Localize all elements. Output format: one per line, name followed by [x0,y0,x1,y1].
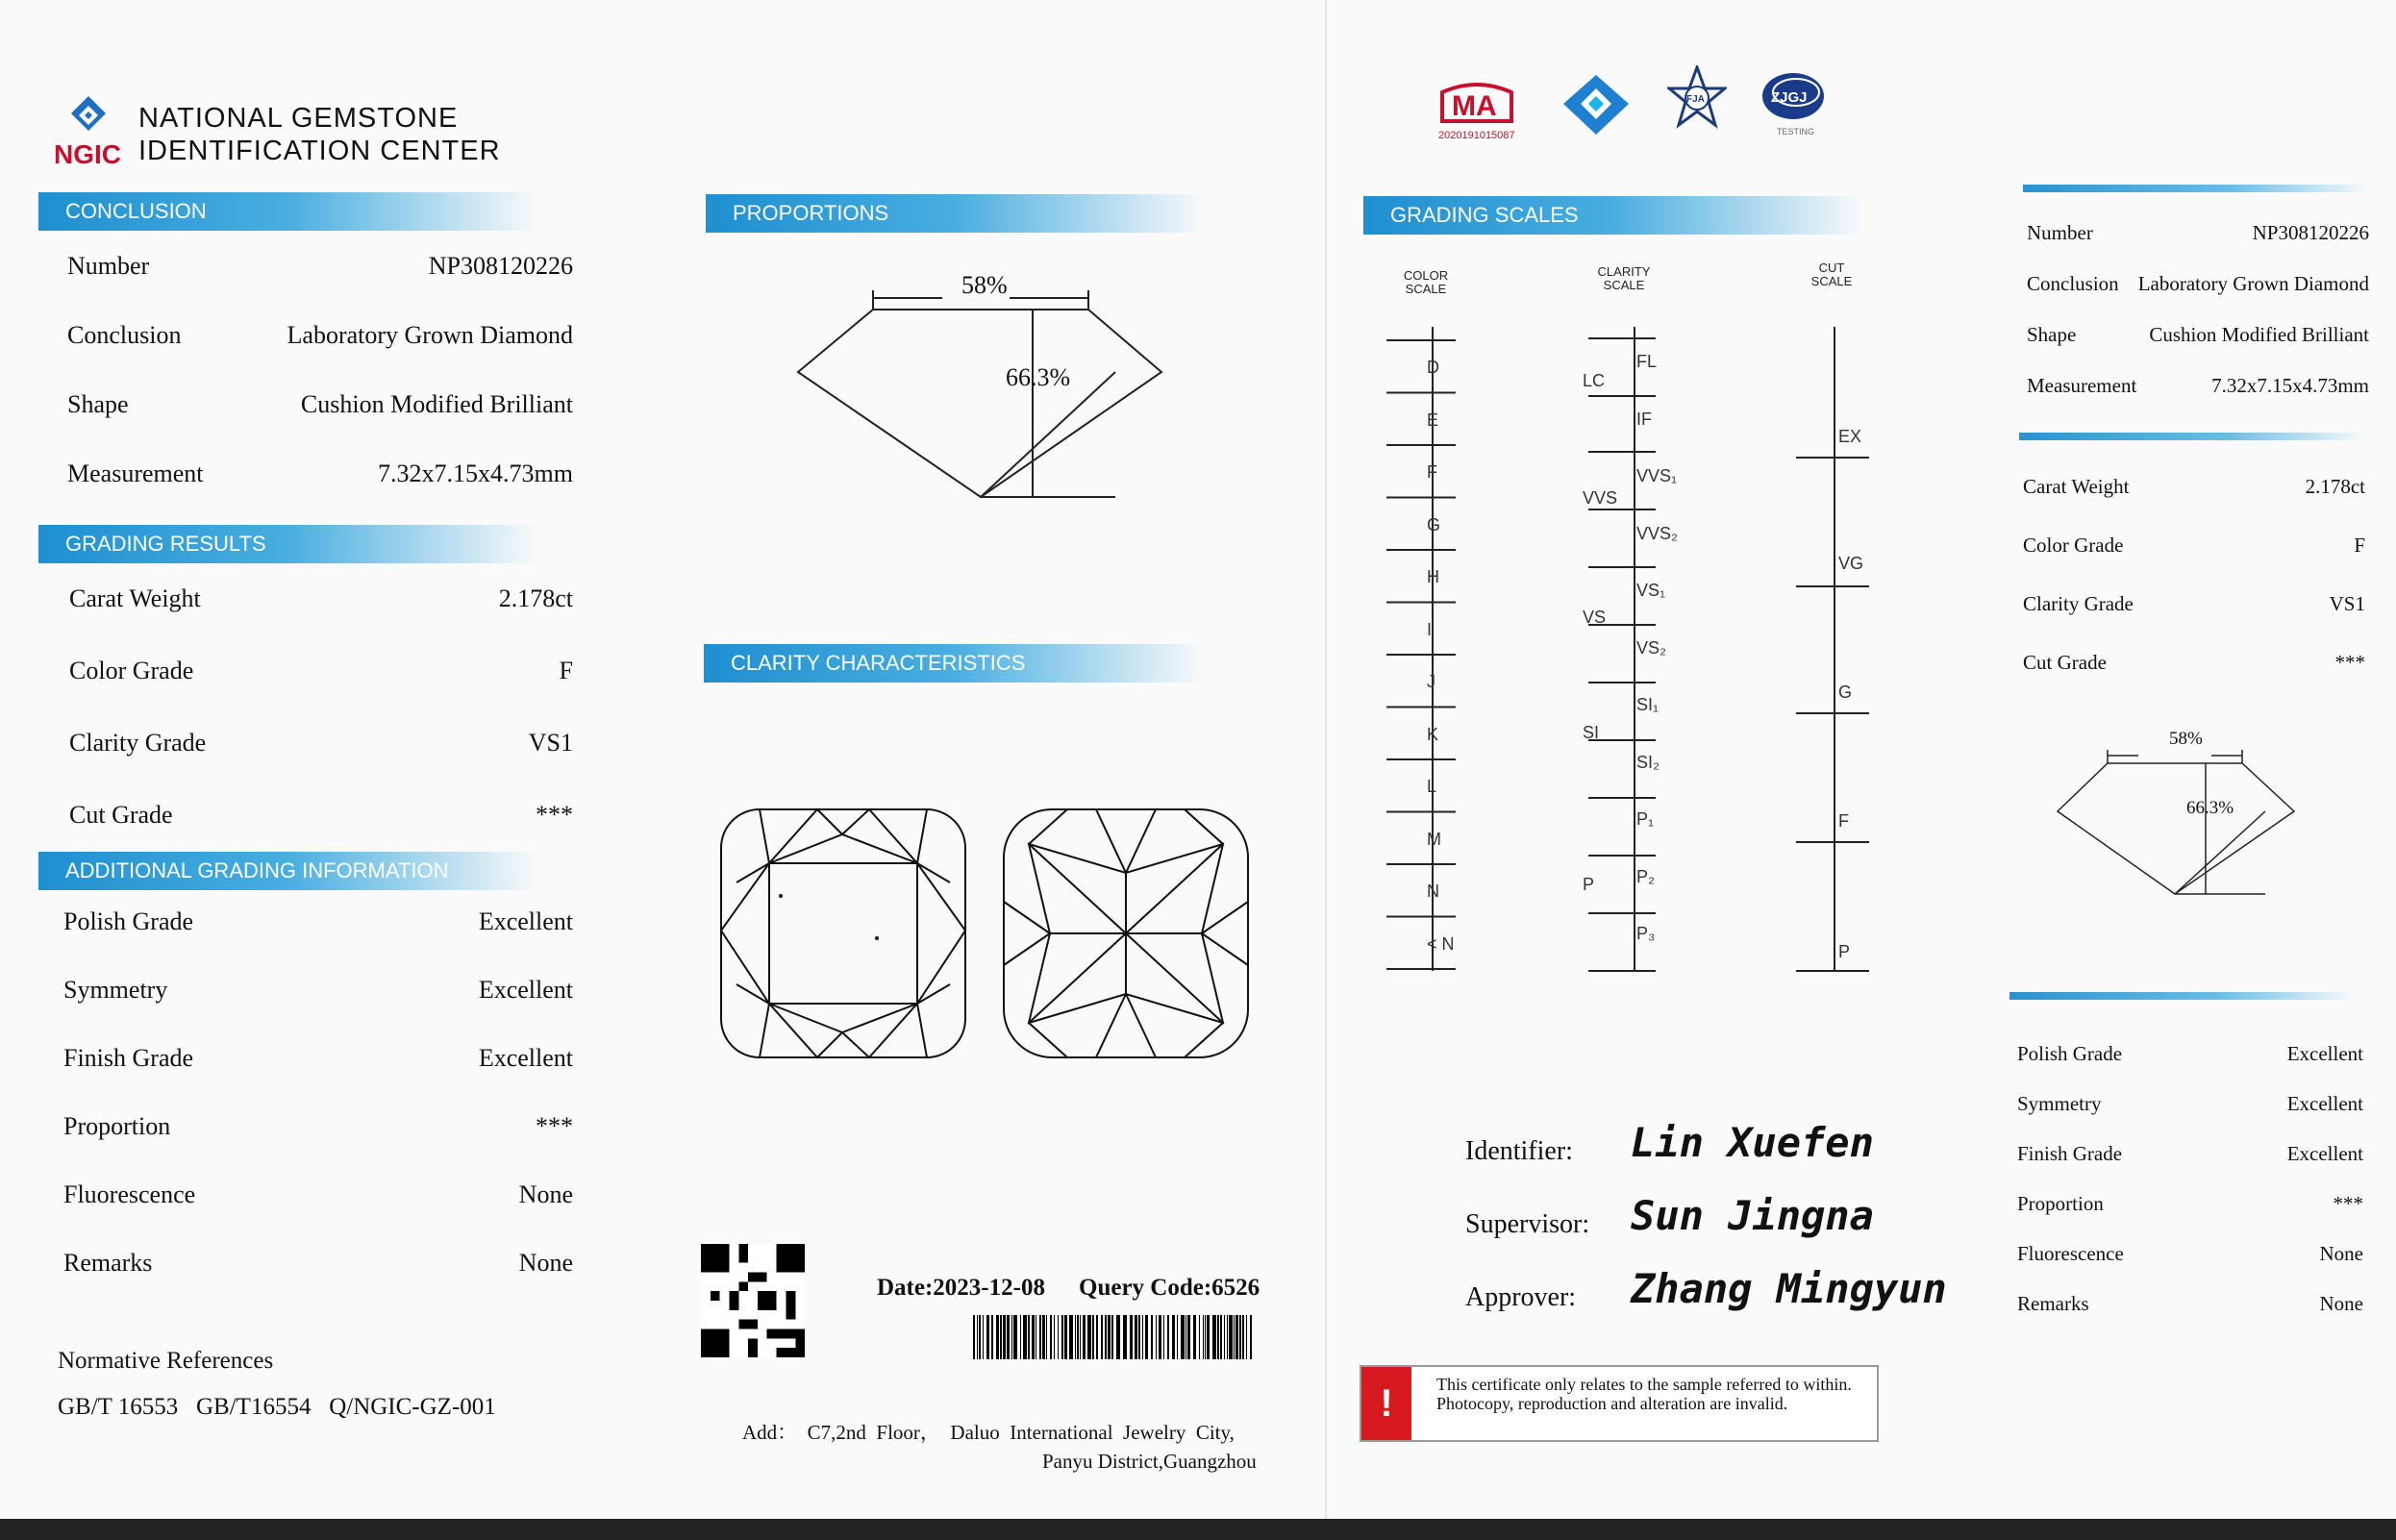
color-grade-label: J [1427,672,1435,691]
info-row [2017,1192,2363,1216]
proportion-diagram-svg [788,271,1173,511]
color-scale-label: COLOR SCALE [1403,268,1449,296]
cut-grade-label: VG [1838,554,1864,573]
row-label: Polish Grade [63,907,194,935]
blue-diamond-mark [1560,71,1633,138]
info-row [2023,534,2365,558]
row-value: None [518,1180,573,1208]
summary-rule-2 [2019,433,2365,440]
info-row [67,321,573,350]
cma-mark-text: MA [1452,90,1497,122]
row-label: Carat Weight [2023,475,2130,498]
fja-mark-text: FJA [1686,94,1705,105]
clarity-characteristics-header: CLARITY CHARACTERISTICS [704,644,1204,683]
clarity-grade-label: IF [1636,409,1652,429]
cut-scale-label: CUT SCALE [1810,261,1853,288]
color-grade-label: K [1427,724,1439,744]
row-value: Excellent [478,1044,573,1072]
signature-name: Lin Xuefen [1631,1119,1874,1166]
row-value: *** [536,801,573,829]
color-grade-label: G [1427,514,1441,534]
clarity-grade-label: P₃ [1636,924,1656,943]
row-value: 2.178ct [498,584,573,612]
info-row [63,907,573,936]
info-row [69,657,573,685]
row-label: Shape [67,390,129,418]
cut-grade-label: EX [1838,427,1862,446]
notice-box [1360,1365,1879,1442]
ngic-logo [50,94,127,171]
row-value: None [2319,1292,2363,1315]
org-name-line1: NATIONAL GEMSTONE [138,103,459,134]
signature-name: Zhang Mingyun [1631,1265,1947,1312]
diamond-profile-outline [798,310,1161,497]
row-label: Symmetry [63,976,168,1004]
signature-role: Supervisor: [1465,1209,1590,1239]
row-value: Laboratory Grown Diamond [287,321,573,349]
info-row [63,1112,573,1141]
additional-header: ADDITIONAL GRADING INFORMATION [38,852,538,890]
clarity-grade-label: SI₂ [1636,752,1660,772]
row-value: *** [536,1112,573,1140]
info-row [69,729,573,758]
row-value: Cushion Modified Brilliant [2149,323,2369,346]
row-value: 7.32x7.15x4.73mm [378,460,573,487]
info-row [63,976,573,1005]
clarity-grade-label: P₂ [1636,866,1655,886]
row-label: Number [67,252,150,280]
row-label: Shape [2027,323,2077,346]
row-label: Symmetry [2017,1092,2102,1115]
issue-date: Date:2023-12-08 [877,1275,1045,1301]
row-value: Excellent [2286,1042,2363,1065]
info-row [2027,272,2369,296]
row-value: Laboratory Grown Diamond [2137,272,2369,295]
clarity-group-label: VS [1583,608,1607,627]
row-value: 7.32x7.15x4.73mm [2211,374,2369,397]
row-value: F [2354,534,2365,557]
info-row [63,1249,573,1278]
info-row [67,460,573,488]
row-label: Finish Grade [2017,1142,2123,1165]
crown-plot [717,806,969,1061]
signature-role: Identifier: [1465,1136,1573,1166]
grading-results-header: GRADING RESULTS [38,525,538,563]
qr-code[interactable] [700,1244,806,1357]
info-row [69,584,573,613]
normative-title: Normative References [58,1348,274,1374]
row-label: Finish Grade [63,1044,194,1072]
row-label: Color Grade [2023,534,2124,557]
clarity-grade-label: VS₁ [1636,581,1666,600]
info-row [2027,374,2369,398]
zjgj-mark-text: ZJGJ [1771,89,1808,106]
info-row [2023,475,2365,499]
row-value: NP308120226 [428,252,573,280]
row-value: *** [2334,651,2365,674]
color-grade-label: E [1427,410,1439,430]
zjgj-mark [1760,69,1827,140]
info-row [2027,221,2369,245]
info-row [2017,1092,2363,1116]
color-grade-label: M [1427,829,1441,849]
row-value: VS1 [528,729,573,757]
table-percent-label: 58% [961,271,1008,299]
row-label: Measurement [2027,374,2137,397]
fold-line [1325,0,1327,1519]
info-row [67,252,573,281]
clarity-grade-label: P₁ [1636,809,1655,829]
row-value: Excellent [2286,1092,2363,1115]
summary-rule-1 [2023,185,2369,192]
depth-percent-label: 66.3% [1006,363,1071,391]
row-value: Excellent [478,907,573,935]
row-value: *** [2333,1192,2363,1215]
cut-grade-label: P [1838,942,1851,961]
cut-grade-label: G [1838,683,1853,702]
info-row [63,1180,573,1209]
row-value: 2.178ct [2305,475,2365,498]
org-name-line2: IDENTIFICATION CENTER [138,136,501,166]
barcode[interactable] [973,1315,1258,1359]
row-label: Color Grade [69,657,194,684]
color-grade-label: < N [1427,933,1455,954]
row-value: F [559,657,573,684]
info-row [69,801,573,830]
warning-icon: ! [1361,1367,1411,1440]
row-value: Excellent [478,976,573,1004]
row-label: Cut Grade [69,801,173,829]
signature-name: Sun Jingna [1631,1192,1874,1239]
proportion-diagram [788,271,1173,511]
info-row [2017,1242,2363,1266]
row-label: Cut Grade [2023,651,2107,674]
grading-scales-header: GRADING SCALES [1363,196,1863,235]
address-line2: Panyu District,Guangzhou [1042,1450,1257,1473]
clarity-grade-label: SI₁ [1636,695,1660,714]
clarity-group-label: SI [1583,723,1600,742]
row-label: Fluorescence [2017,1242,2124,1265]
info-row [2017,1292,2363,1316]
row-value: Cushion Modified Brilliant [300,390,573,418]
row-value: Excellent [2286,1142,2363,1165]
clarity-grade-label: VVS₂ [1636,523,1679,543]
clarity-group-label: LC [1583,371,1606,390]
notice-text: This certificate only relates to the sample referred to within. Photocopy, reproduction and alteration are invalid. [1436,1375,1852,1413]
signature-role: Approver: [1465,1282,1577,1312]
row-label: Remarks [2017,1292,2089,1315]
row-label: Polish Grade [2017,1042,2123,1065]
clarity-grade-label: FL [1636,352,1658,371]
address-line1: Add： C7,2nd Floor， Daluo International Jewelry City, [742,1421,1235,1444]
clarity-group-label: VVS [1583,488,1618,508]
proportions-header: PROPORTIONS [706,194,1206,233]
fja-mark [1667,65,1727,129]
info-row [2017,1042,2363,1066]
zjgj-mark-sub: TESTING [1777,127,1815,137]
row-label: Fluorescence [63,1180,196,1208]
cut-grade-label: F [1838,811,1849,831]
row-label: Clarity Grade [69,729,207,757]
conclusion-header: CONCLUSION [38,192,538,231]
color-grade-label: H [1427,567,1439,586]
summary-rule-3 [2009,992,2356,1000]
row-label: Carat Weight [69,584,201,612]
summary-table-percent: 58% [2169,729,2203,749]
row-value: None [518,1249,573,1277]
info-row [2023,592,2365,616]
row-label: Proportion [2017,1192,2104,1215]
info-row [63,1044,573,1073]
clarity-group-label: P [1583,875,1595,894]
summary-depth-percent: 66.3% [2186,798,2234,818]
clarity-grade-label: VVS₁ [1636,466,1678,485]
pavilion-plot [1000,806,1252,1061]
row-label: Conclusion [2027,272,2119,295]
cma-mark [1436,79,1517,142]
query-code: Query Code:6526 [1079,1275,1260,1301]
cma-number: 2020191015087 [1438,130,1515,141]
row-label: Proportion [63,1112,171,1140]
row-value: NP308120226 [2252,221,2369,244]
row-value: VS1 [2329,592,2365,615]
row-label: Remarks [63,1249,153,1277]
info-row [2023,651,2365,675]
info-row [2017,1142,2363,1166]
row-value: None [2319,1242,2363,1265]
info-row [67,390,573,419]
color-grade-label: I [1427,619,1433,639]
info-row [2027,323,2369,347]
color-grade-label: D [1427,358,1439,377]
clarity-grade-label: VS₂ [1636,637,1666,658]
summary-proportion-diagram [2052,727,2302,900]
ngic-logo-text: NGIC [54,139,121,169]
row-label: Number [2027,221,2093,244]
normative-refs: GB/T 16553 GB/T16554 Q/NGIC-GZ-001 [58,1394,496,1420]
row-label: Conclusion [67,321,182,349]
color-grade-label: N [1427,882,1439,901]
clarity-scale-label: CLARITY SCALE [1597,264,1651,292]
org-name [138,102,501,167]
color-grade-label: F [1427,462,1437,482]
row-label: Measurement [67,460,204,487]
color-grade-label: L [1427,777,1437,796]
row-label: Clarity Grade [2023,592,2134,615]
